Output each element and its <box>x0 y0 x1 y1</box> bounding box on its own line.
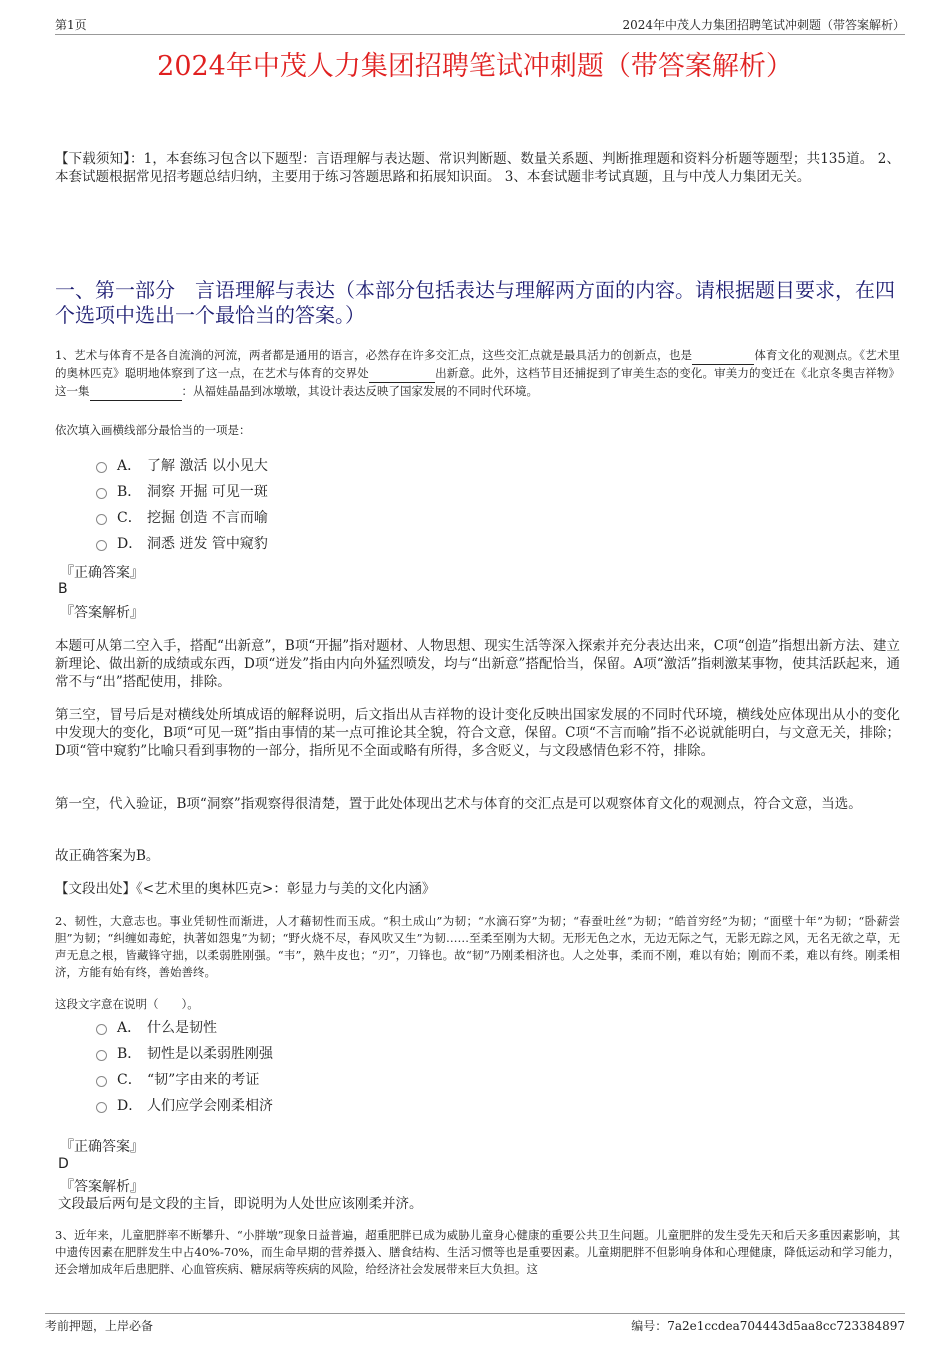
page-title: 2024年中茂人力集团招聘笔试冲刺题（带答案解析） <box>157 51 793 82</box>
q1-blank-1 <box>692 347 754 365</box>
q1-analysis-p4: 故正确答案为B。 <box>55 848 160 864</box>
q1-text-d: ：从福娃晶晶到冰墩墩，其设计表达反映了国家发展的不同时代环境。 <box>181 384 538 398</box>
q1-option-a[interactable]: A． 了解 激活 以小见大 <box>96 452 268 478</box>
q1-answer: B <box>58 581 68 597</box>
page-footer <box>45 1313 905 1334</box>
radio-icon[interactable] <box>96 540 107 551</box>
radio-icon[interactable] <box>96 1050 107 1061</box>
radio-icon[interactable] <box>96 488 107 499</box>
header-doc-title: 2024年中茂人力集团招聘笔试冲刺题（带答案解析） <box>622 18 905 32</box>
q1-analysis-label: 『答案解析』 <box>60 605 144 621</box>
footer-slogan: 考前押题，上岸必备 <box>45 1319 154 1333</box>
page-number: 第1页 <box>55 18 87 32</box>
q1-text-a: 1、艺术与体育不是各自流淌的河流，两者都是通用的语言，必然存在许多交汇点，这些交汇点就是最具活力的创新点，也是 <box>55 348 693 362</box>
section-heading: 一、第一部分 言语理解与表达（本部分包括表达与理解两方面的内容。请根据题目要求，在四个选项中选出一个最恰当的答案。） <box>55 278 895 327</box>
q1-text-b: 体育文化的观测点。《艺术里的奥林匹克》聪明地体察到了这一点，在艺术与体育的交界处 <box>55 348 901 380</box>
q1-text-c: 出新意。此外，这档节目还捕捉到了审美生态的变化。审美力的变迁在《北京冬奥吉祥物》这一集 <box>55 366 901 398</box>
q2-analysis-label: 『答案解析』 <box>60 1179 144 1195</box>
q1-analysis-p3: 第一空，代入验证，B项“洞察”指观察得很清楚，置于此处体现出艺术与体育的交汇点是可以观察体育文化的观测点，符合文意，当选。 <box>55 796 862 812</box>
page-header <box>55 14 905 35</box>
q1-option-c[interactable]: C． 挖掘 创造 不言而喻 <box>96 504 268 530</box>
q1-analysis-p2: 第三空，冒号后是对横线处所填成语的解释说明，后文指出从吉祥物的设计变化反映出国家发展的不同时代环境，横线处应体现出从小的变化中发现大的变化，B项“可见一斑”指由事情的某一点可推论其全貌，符合文意，保留。C项“不言而喻”指不必说就能明白，与文意无关，排除；D项“管中窥豹”比喻只看到事物的一部分，指所见不全面或略有所得，多含贬义，与文段感情色彩不符，排除。 <box>55 707 900 759</box>
download-notice: 【下载须知】：1，本套练习包含以下题型：言语理解与表达题、常识判断题、数量关系题、判断推理题和资料分析题等题型；共135道。 2、本套试题根据常见招考题总结归纳，主要用于练习答题思路和拓展知识面。 3、本套试题非考试真题，且与中茂人力集团无关。 <box>55 151 900 185</box>
q1-option-b[interactable]: B． 洞察 开掘 可见一斑 <box>96 478 268 504</box>
q1-answer-label: 『正确答案』 <box>60 565 144 581</box>
radio-icon[interactable] <box>96 462 107 473</box>
question-2-prompt: 这段文字意在说明（ ）。 <box>55 997 199 1011</box>
q2-option-b[interactable]: B． 韧性是以柔弱胜刚强 <box>96 1040 273 1066</box>
q1-option-d[interactable]: D． 洞悉 迸发 管中窥豹 <box>96 530 268 556</box>
q2-option-c[interactable]: C． “韧”字由来的考证 <box>96 1066 273 1092</box>
q2-option-a[interactable]: A． 什么是韧性 <box>96 1014 273 1040</box>
question-3-text: 3、近年来，儿童肥胖率不断攀升、“小胖墩”现象日益普遍，超重肥胖已成为威胁儿童身心健康的重要公共卫生问题。儿童肥胖的发生受先天和后天多重因素影响，其中遗传因素在肥胖发生中占40%-70%，而生命早期的营养摄入、膳食结构、生活习惯等也是重要因素。儿童期肥胖不但影响身体和心理健康，降低运动和学习能力，还会增加成年后患肥胖、心血管疾病、糖尿病等疾病的风险，给经济社会发展带来巨大负担。这 <box>55 1228 900 1276</box>
q1-blank-3 <box>90 383 182 401</box>
question-1-prompt: 依次填入画横线部分最恰当的一项是： <box>55 423 251 437</box>
q1-source: 【文段出处】《<艺术里的奥林匹克>：彰显力与美的文化内涵》 <box>55 881 436 897</box>
q1-analysis-p1: 本题可从第二空入手，搭配“出新意”，B项“开掘”指对题材、人物思想、现实生活等深入探索并充分表达出来，C项“创造”指想出新方法、建立新理论、做出新的成绩或东西，D项“迸发”指由内向外猛烈喷发，均与“出新意”搭配恰当，保留。A项“激活”指刺激某事物，使其活跃起来，通常不与“出”搭配使用，排除。 <box>55 638 900 690</box>
radio-icon[interactable] <box>96 1076 107 1087</box>
radio-icon[interactable] <box>96 1102 107 1113</box>
q2-option-d[interactable]: D． 人们应学会刚柔相济 <box>96 1092 273 1118</box>
q2-analysis: 文段最后两句是文段的主旨，即说明为人处世应该刚柔并济。 <box>58 1196 423 1212</box>
q1-blank-2 <box>369 365 435 383</box>
question-1-options <box>96 452 268 556</box>
radio-icon[interactable] <box>96 514 107 525</box>
q2-answer-label: 『正确答案』 <box>60 1139 144 1155</box>
question-2-options <box>96 1014 273 1118</box>
question-2-text: 2、韧性，大意志也。事业凭韧性而渐进，人才藉韧性而玉成。“积土成山”为韧；“水滴石穿”为韧；“春蚕吐丝”为韧；“皓首穷经”为韧；“面壁十年”为韧；“卧薪尝胆”为韧；“纠缠如毒蛇，执著如怨鬼”为韧；“野火烧不尽，春风吹又生”为韧……至柔至刚为大韧。无形无色之水，无边无际之气，无影无踪之风，无名无欲之草，无声无息之根，皆藏锋守拙，以柔弱胜刚强。“韦”，熟牛皮也；“刃”，刀锋也。故“韧”乃刚柔相济也。人之处事，柔而不刚，难以有始；刚而不柔，难以有终。刚柔相济，方能有始有终，善始善终。 <box>55 914 900 979</box>
footer-doc-id: 编号：7a2e1ccdea704443d5aa8cc723384897 <box>631 1319 905 1333</box>
q2-answer: D <box>58 1156 69 1172</box>
radio-icon[interactable] <box>96 1024 107 1035</box>
question-1-text <box>55 347 900 401</box>
